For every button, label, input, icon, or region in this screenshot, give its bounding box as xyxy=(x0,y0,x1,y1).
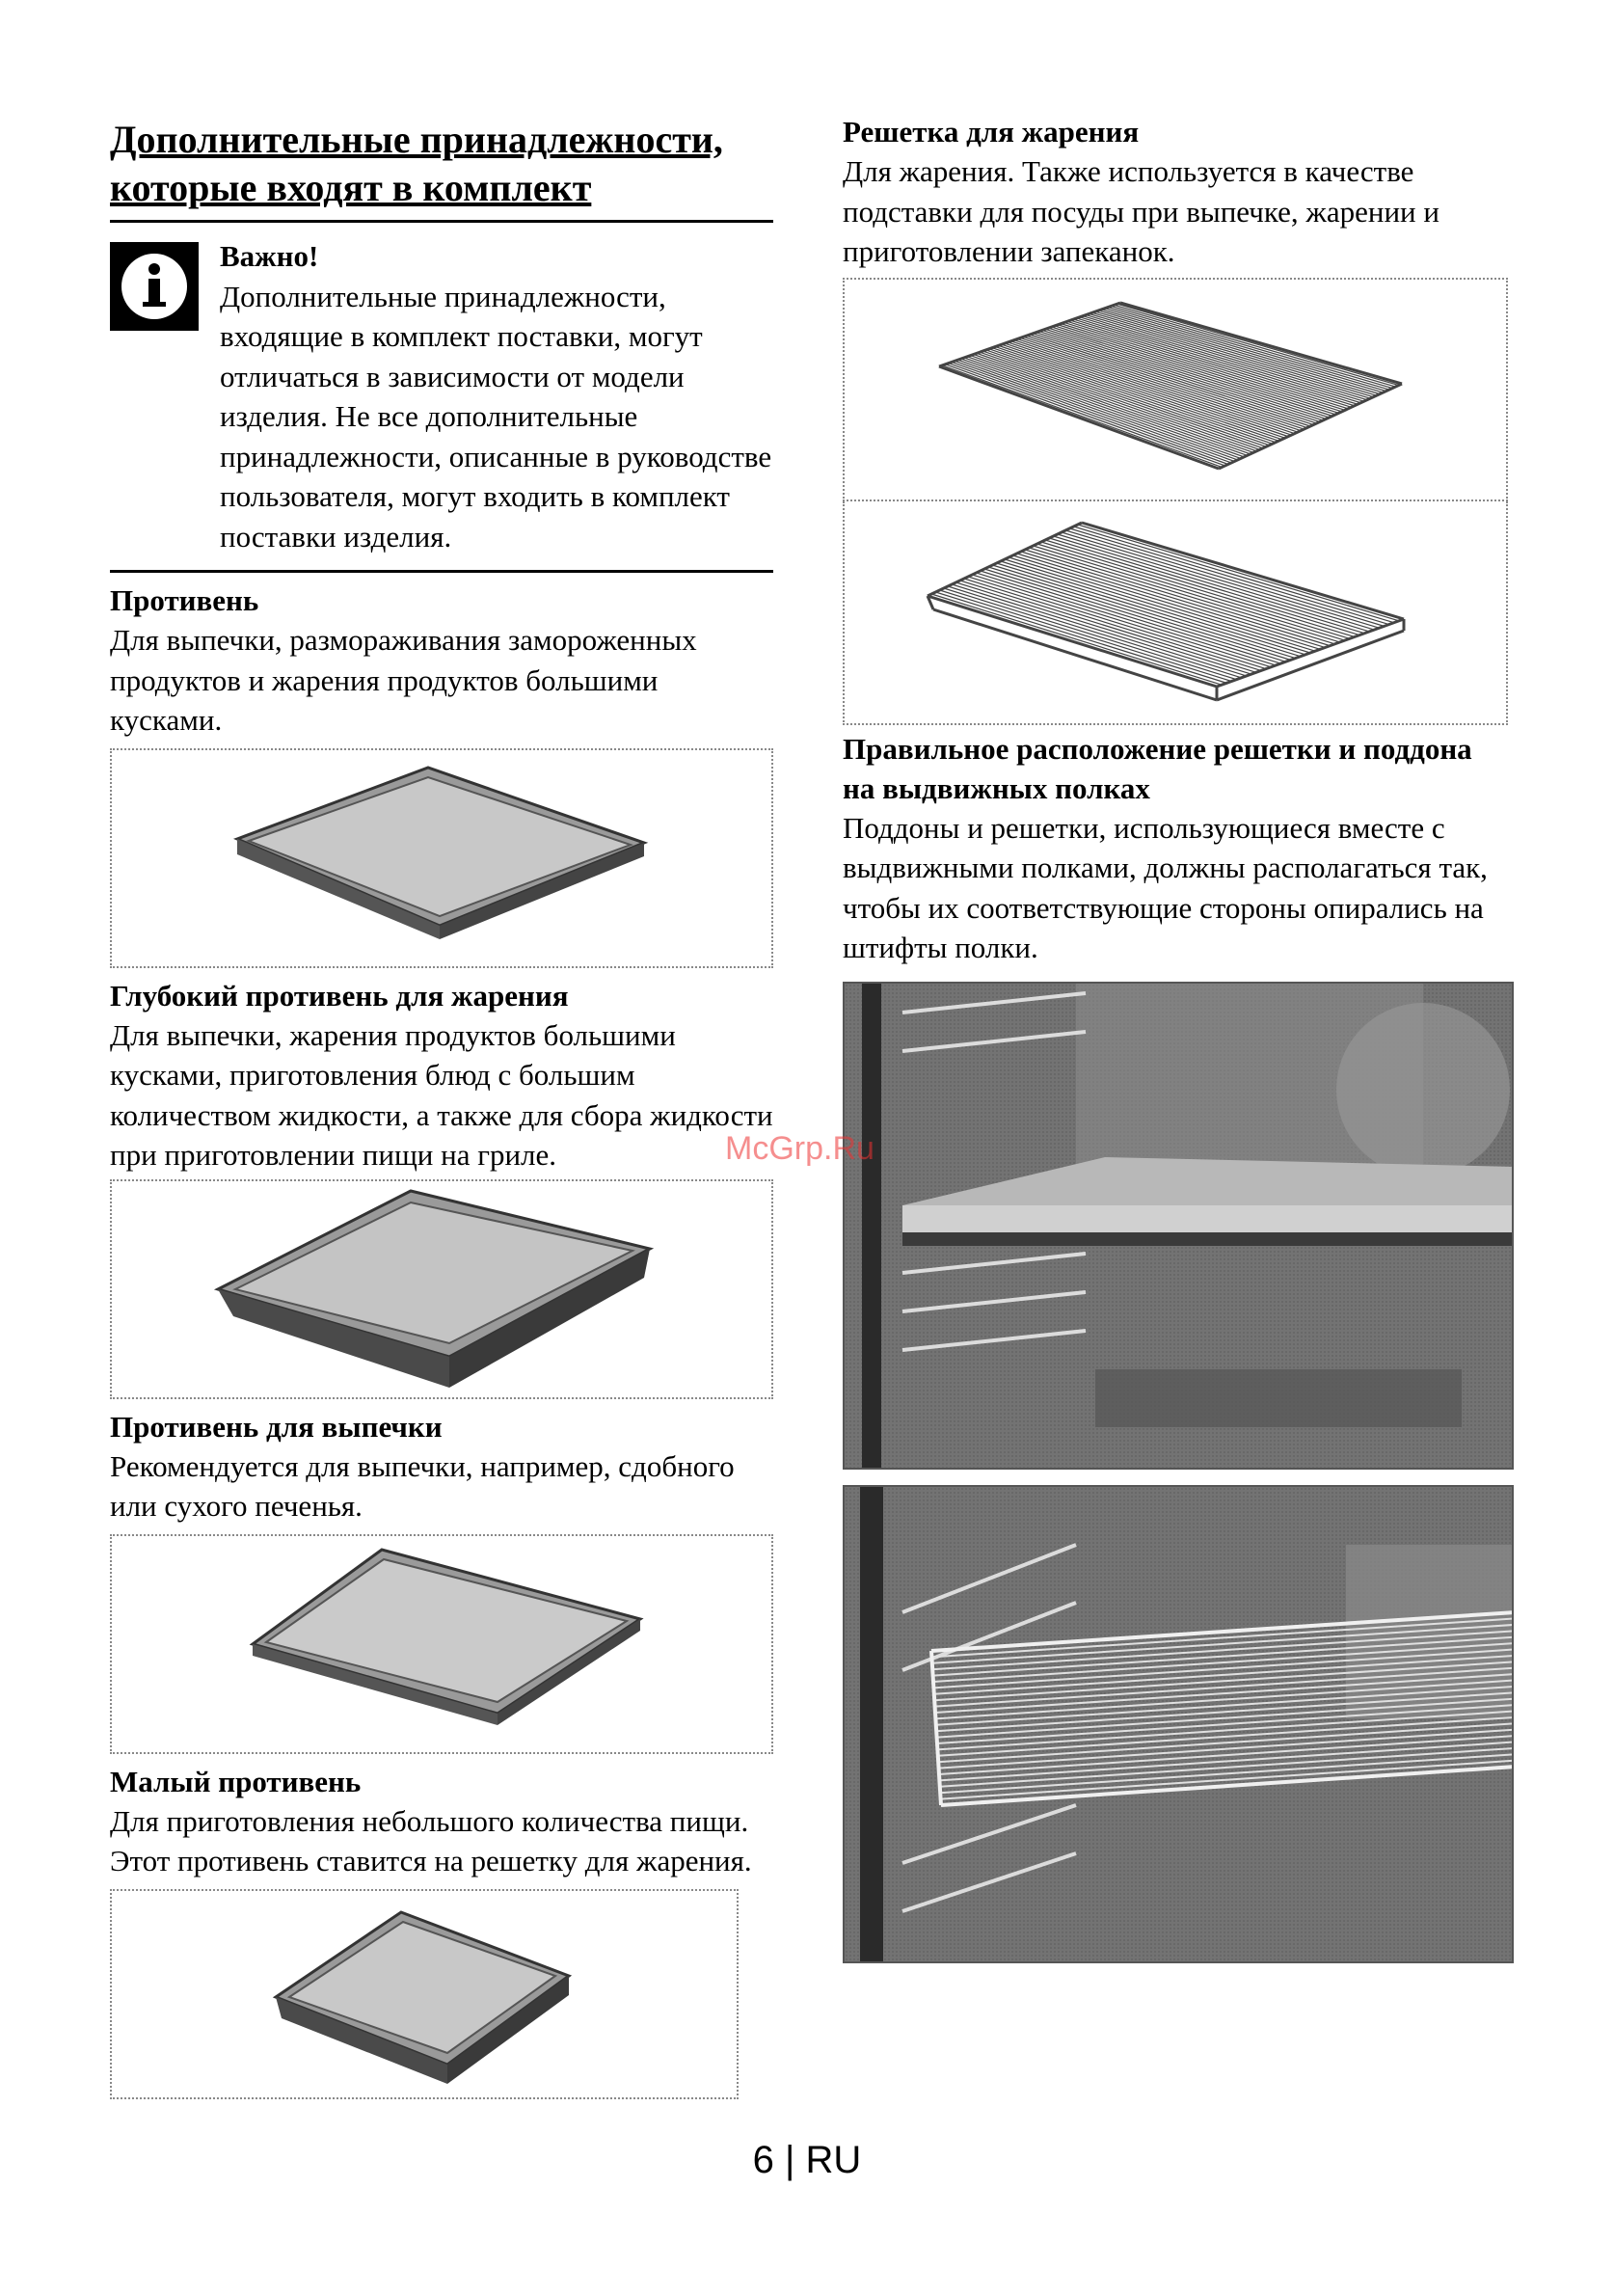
section-text: Рекомендуется для выпечки, например, сдобного или сухого печенья. xyxy=(110,1448,735,1523)
grill-shelf-illustration xyxy=(843,501,1508,725)
baking-tray-illustration xyxy=(110,1534,773,1754)
section-title: Противень для выпечки xyxy=(110,1409,443,1444)
section-title: Противень xyxy=(110,583,259,617)
right-column xyxy=(843,112,1508,1963)
oven-grill-photo xyxy=(843,1485,1514,1963)
main-title: Дополнительные принадлежности, которые входят в комплект xyxy=(110,116,773,223)
section-text: Для приготовления небольшого количества пищи. Этот противень ставится на решетку для жарения. xyxy=(110,1803,752,1877)
important-title: Важно! xyxy=(220,239,319,273)
section-title: Правильное расположение решетки и поддона на выдвижных полках xyxy=(843,731,1472,805)
section-text: Поддоны и решетки, использующиеся вместе с выдвижными полками, должны располагаться так, чтобы их соответствующие стороны опирались на штифты полки. xyxy=(843,810,1488,964)
section-baking-tray xyxy=(110,1407,773,1526)
deep-tray-illustration xyxy=(110,1179,773,1399)
important-text: Дополнительные принадлежности, входящие в комплект поставки, могут отличаться в зависимости от модели изделия. Не все дополнительные принадлежности, описанные в руководстве пользователя, могут входить в комплект поставки изделия. xyxy=(220,279,772,554)
important-note xyxy=(110,236,773,573)
section-text: Для выпечки, размораживания замороженных продуктов и жарения продуктов большими кусками. xyxy=(110,623,697,737)
left-column xyxy=(110,116,773,2099)
section-title: Глубокий противень для жарения xyxy=(110,978,569,1013)
oven-tray-photo xyxy=(843,982,1514,1470)
section-text: Для выпечки, жарения продуктов большими кусками, приготовления блюд с большим количеством жидкости, а также для сбора жидкости при приготовлении пищи на гриле. xyxy=(110,1017,773,1172)
section-tray xyxy=(110,581,773,741)
small-tray-illustration xyxy=(110,1889,739,2099)
section-grill xyxy=(843,112,1508,272)
section-title: Решетка для жарения xyxy=(843,115,1140,149)
watermark: McGrp.Ru xyxy=(725,1130,874,1167)
section-deep-tray xyxy=(110,976,773,1175)
tray-illustration xyxy=(110,748,773,968)
section-placement xyxy=(843,729,1508,968)
info-icon xyxy=(110,242,199,331)
section-title: Малый противень xyxy=(110,1764,362,1798)
page-number: 6 | RU xyxy=(752,2139,862,2181)
grill-flat-illustration xyxy=(843,278,1508,501)
section-text: Для жарения. Также используется в качестве подставки для посуды при выпечке, жарении и приготовлении запеканок. xyxy=(843,154,1439,268)
section-small-tray xyxy=(110,1762,773,1881)
